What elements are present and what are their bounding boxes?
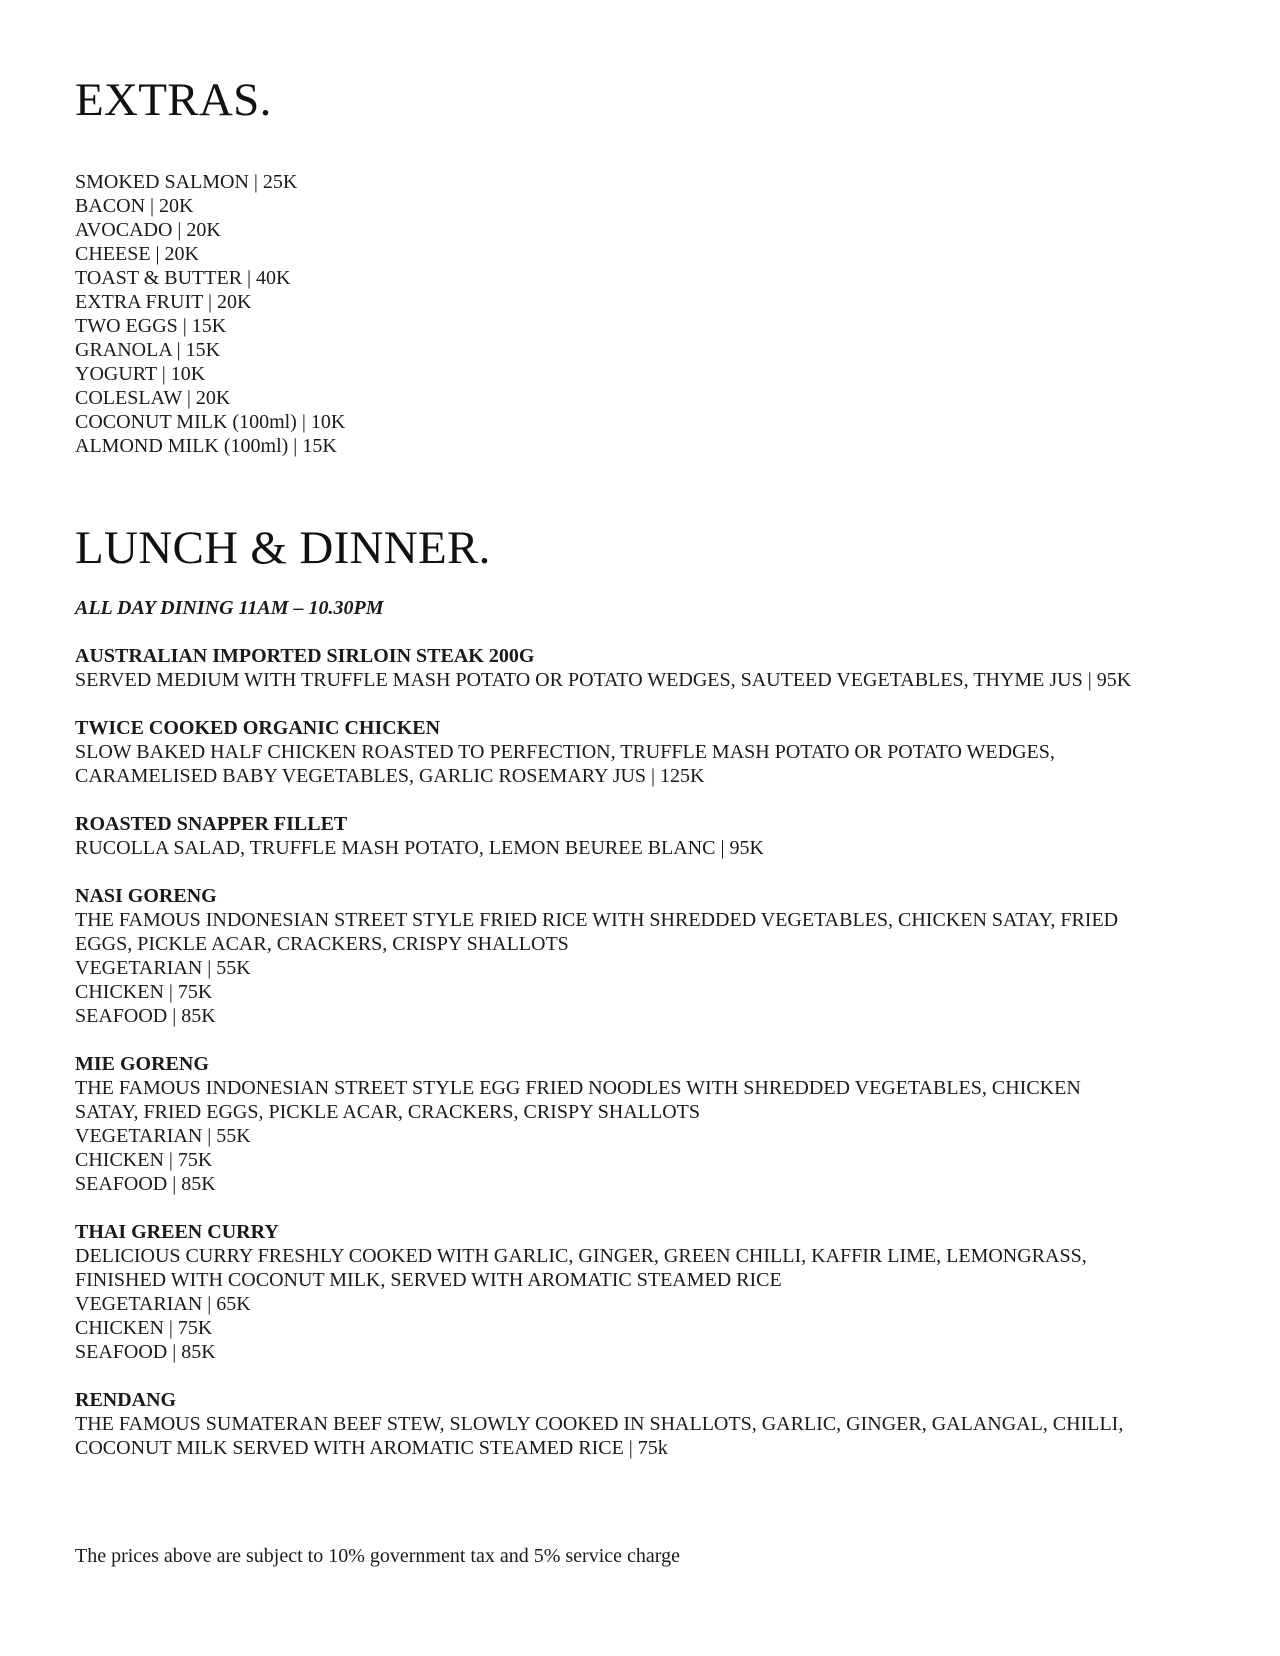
extra-item: SMOKED SALMON | 25K — [75, 171, 298, 193]
extras-list — [75, 170, 1215, 458]
menu-page — [75, 72, 1215, 1460]
extra-item: AVOCADO | 20K — [75, 219, 221, 241]
dish-name: RENDANG — [75, 1389, 177, 1411]
dish-line: SERVED MEDIUM WITH TRUFFLE MASH POTATO OR POTATO WEDGES, SAUTEED VEGETABLES, THYME JUS | 95K — [75, 669, 1132, 691]
dish-line: THE FAMOUS SUMATERAN BEEF STEW, SLOWLY COOKED IN SHALLOTS, GARLIC, GINGER, GALANGAL, CHILLI, — [75, 1413, 1124, 1435]
extras-title: EXTRAS. — [75, 74, 272, 126]
dish-line: EGGS, PICKLE ACAR, CRACKERS, CRISPY SHALLOTS — [75, 933, 569, 955]
extra-item: TOAST & BUTTER | 40K — [75, 267, 291, 289]
extra-item: COCONUT MILK (100ml) | 10K — [75, 411, 346, 433]
extra-item: BACON | 20K — [75, 195, 194, 217]
dish-sirloin-steak — [75, 644, 1215, 692]
dish-price-line: CHICKEN | 75K — [75, 1317, 213, 1339]
dish-line: FINISHED WITH COCONUT MILK, SERVED WITH AROMATIC STEAMED RICE — [75, 1269, 782, 1291]
extra-item: TWO EGGS | 15K — [75, 315, 227, 337]
extra-item: YOGURT | 10K — [75, 363, 206, 385]
dish-line: DELICIOUS CURRY FRESHLY COOKED WITH GARLIC, GINGER, GREEN CHILLI, KAFFIR LIME, LEMONGRASS, — [75, 1245, 1087, 1267]
dish-name: ROASTED SNAPPER FILLET — [75, 813, 348, 835]
lunch-dinner-title: LUNCH & DINNER. — [75, 522, 491, 574]
dish-name: TWICE COOKED ORGANIC CHICKEN — [75, 717, 441, 739]
dish-line: RUCOLLA SALAD, TRUFFLE MASH POTATO, LEMON BEUREE BLANC | 95K — [75, 837, 764, 859]
dish-line: CARAMELISED BABY VEGETABLES, GARLIC ROSEMARY JUS | 125K — [75, 765, 705, 787]
dish-price-line: SEAFOOD | 85K — [75, 1341, 216, 1363]
dish-line: SLOW BAKED HALF CHICKEN ROASTED TO PERFECTION, TRUFFLE MASH POTATO OR POTATO WEDGES, — [75, 741, 1055, 763]
dish-snapper-fillet — [75, 812, 1215, 860]
dish-name: AUSTRALIAN IMPORTED SIRLOIN STEAK 200G — [75, 645, 535, 667]
dish-line: COCONUT MILK SERVED WITH AROMATIC STEAMED RICE | 75k — [75, 1437, 668, 1459]
extra-item: EXTRA FRUIT | 20K — [75, 291, 252, 313]
dish-line: THE FAMOUS INDONESIAN STREET STYLE EGG FRIED NOODLES WITH SHREDDED VEGETABLES, CHICKEN — [75, 1077, 1081, 1099]
dish-rendang — [75, 1388, 1215, 1460]
extra-item: COLESLAW | 20K — [75, 387, 231, 409]
dish-thai-green-curry — [75, 1220, 1215, 1364]
extra-item: ALMOND MILK (100ml) | 15K — [75, 435, 337, 457]
dish-price-line: SEAFOOD | 85K — [75, 1005, 216, 1027]
extra-item: CHEESE | 20K — [75, 243, 200, 265]
dish-price-line: CHICKEN | 75K — [75, 1149, 213, 1171]
dish-nasi-goreng — [75, 884, 1215, 1028]
dish-name: MIE GORENG — [75, 1053, 209, 1075]
dish-price-line: VEGETARIAN | 65K — [75, 1293, 251, 1315]
dish-mie-goreng — [75, 1052, 1215, 1196]
dish-price-line: SEAFOOD | 85K — [75, 1173, 216, 1195]
dish-price-line: VEGETARIAN | 55K — [75, 1125, 251, 1147]
dish-name: THAI GREEN CURRY — [75, 1221, 279, 1243]
tax-service-note: The prices above are subject to 10% government tax and 5% service charge — [75, 1545, 680, 1567]
extra-item: GRANOLA | 15K — [75, 339, 221, 361]
dish-name: NASI GORENG — [75, 885, 217, 907]
dish-line: SATAY, FRIED EGGS, PICKLE ACAR, CRACKERS, CRISPY SHALLOTS — [75, 1101, 701, 1123]
dish-price-line: VEGETARIAN | 55K — [75, 957, 251, 979]
dish-line: THE FAMOUS INDONESIAN STREET STYLE FRIED RICE WITH SHREDDED VEGETABLES, CHICKEN SATAY, FRIED — [75, 909, 1119, 931]
dish-organic-chicken — [75, 716, 1215, 788]
dish-price-line: CHICKEN | 75K — [75, 981, 213, 1003]
dining-hours: ALL DAY DINING 11AM – 10.30PM — [75, 597, 384, 619]
